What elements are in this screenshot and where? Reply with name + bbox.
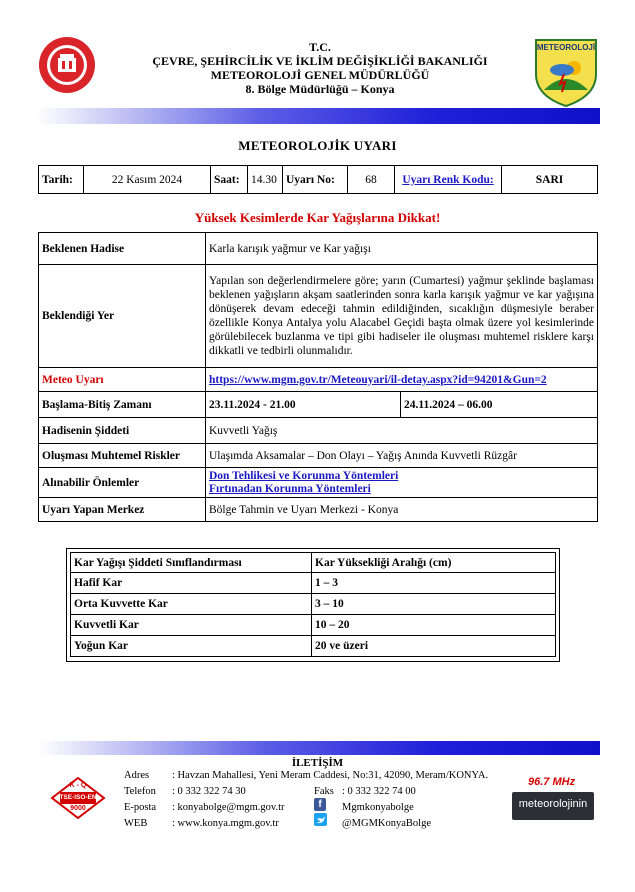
date-value: 22 Kasım 2024: [84, 166, 211, 194]
tse-mid: TSE-ISO-EN: [59, 794, 97, 801]
storm-precautions-link[interactable]: Fırtınadan Korunma Yöntemleri: [209, 482, 371, 495]
radio-logo: [512, 792, 594, 820]
web-value[interactable]: : www.konya.mgm.gov.tr: [172, 818, 279, 829]
address-label: Adres: [124, 770, 150, 781]
facebook-account[interactable]: Mgmkonyabolge: [342, 802, 414, 813]
snow-table-header-range: Kar Yüksekliği Aralığı (cm): [312, 553, 556, 573]
end-time-value: 24.11.2024 – 06.00: [401, 392, 598, 418]
radio-frequency: 96.7 MHz: [528, 776, 576, 788]
header-directorate: METEOROLOJİ GENEL MÜDÜRLÜĞÜ: [210, 68, 430, 82]
snow-class-range: 20 ve üzeri: [312, 636, 556, 657]
severity-label: Hadisenin Şiddeti: [39, 418, 206, 444]
date-label: Tarih:: [39, 166, 84, 194]
precautions-cell: [206, 468, 598, 498]
address-value: : Havzan Mahallesi, Yeni Meram Caddesi, No:31, 42090, Meram/KONYA.: [172, 770, 489, 781]
tse-top: K - Q: [69, 782, 87, 789]
issuing-center-value: Bölge Tahmin ve Uyarı Merkezi - Konya: [206, 498, 598, 522]
footer-bar: [38, 741, 600, 755]
precautions-label: Alınabilir Önlemler: [39, 468, 206, 498]
start-end-label: Başlama-Bitiş Zamanı: [39, 392, 206, 418]
warning-headline: Yüksek Kesimlerde Kar Yağışlarına Dikkat!: [194, 210, 441, 225]
snow-class-range: 10 – 20: [312, 615, 556, 636]
snow-class-name: Kuvvetli Kar: [71, 615, 312, 636]
fax-value: : 0 332 322 74 00: [342, 786, 416, 797]
snow-class-name: Orta Kuvvette Kar: [71, 594, 312, 615]
details-table: [38, 232, 598, 522]
meteo-warning-label: Meteo Uyarı: [39, 368, 206, 392]
info-table: [38, 165, 598, 194]
color-code-value: SARI: [502, 166, 598, 194]
expected-event-value: Karla karışık yağmur ve Kar yağışı: [206, 233, 598, 265]
warning-no-value: 68: [348, 166, 395, 194]
risks-value: Ulaşımda Aksamalar – Don Olayı – Yağış Anında Kuvvetli Rüzgâr: [206, 444, 598, 468]
color-code-cell: [395, 166, 502, 194]
severity-value: Kuvvetli Yağış: [206, 418, 598, 444]
expected-place-value: Yapılan son değerlendirmelere göre; yarın (Cumartesi) yağmur şeklinde başlaması beklenen yağışların akşam saatlerinden sonra karla karışık yağmur ve kar yağışına dönüşerek devam edeceği tahmin edildiğinden, sıcaklığın düşmesiyle beraber özellikle Konya Antalya yolu Alacabel Geçidi başta olmak üzere yol kesimlerinde görülebilecek buzlanma ve tipi gibi hadiseler ile oluşması muhtemel risklere karşı dikkatli ve tedbirli olunmalıdır.: [206, 265, 598, 368]
snow-class-range: 1 – 3: [312, 573, 556, 594]
frost-precautions-link[interactable]: Don Tehlikesi ve Korunma Yöntemleri: [209, 469, 399, 482]
ministry-logo: [38, 36, 96, 94]
header-region: 8. Bölge Müdürlüğü – Konya: [245, 82, 395, 96]
phone-label: Telefon: [124, 786, 156, 797]
header-tc: T.C.: [309, 40, 331, 54]
email-label: E-posta: [124, 802, 157, 813]
meteoroloji-logo: [534, 38, 598, 108]
email-value[interactable]: : konyabolge@mgm.gov.tr: [172, 802, 285, 813]
tse-logo: [50, 776, 106, 820]
meteo-warning-cell: [206, 368, 598, 392]
expected-place-label: Beklendiği Yer: [39, 265, 206, 368]
risks-label: Oluşması Muhtemel Riskler: [39, 444, 206, 468]
twitter-account[interactable]: @MGMKonyaBolge: [342, 818, 431, 829]
snow-class-name: Hafif Kar: [71, 573, 312, 594]
expected-event-label: Beklenen Hadise: [39, 233, 206, 265]
warning-no-label: Uyarı No:: [283, 166, 348, 194]
time-value: 14.30: [248, 166, 283, 194]
web-label: WEB: [124, 818, 148, 829]
header-bar: [36, 108, 600, 124]
fax-label: Faks: [314, 786, 334, 797]
color-code-link[interactable]: Uyarı Renk Kodu:: [402, 173, 494, 186]
meteo-warning-link[interactable]: https://www.mgm.gov.tr/Meteouyari/il-detay.aspx?id=94201&Gun=2: [209, 373, 547, 386]
logo-text: METEOROLOJİ: [536, 43, 596, 52]
tse-bot: 9000: [70, 805, 86, 812]
facebook-icon[interactable]: f: [314, 798, 326, 811]
snow-class-name: Yoğun Kar: [71, 636, 312, 657]
header-ministry: ÇEVRE, ŞEHİRCİLİK VE İKLİM DEĞİŞİKLİĞİ BAKANLIĞI: [152, 54, 488, 68]
radio-name: meteorolojinin: [518, 798, 588, 810]
twitter-icon[interactable]: [314, 813, 327, 826]
time-label: Saat:: [211, 166, 248, 194]
snow-class-range: 3 – 10: [312, 594, 556, 615]
start-time-value: 23.11.2024 - 21.00: [206, 392, 401, 418]
footer-title: İLETİŞİM: [291, 757, 344, 769]
phone-value: : 0 332 322 74 30: [172, 786, 246, 797]
page-title: METEOROLOJİK UYARI: [238, 138, 397, 153]
snow-table: [70, 552, 556, 657]
snow-table-header-class: Kar Yağışı Şiddeti Sınıflandırması: [71, 553, 312, 573]
issuing-center-label: Uyarı Yapan Merkez: [39, 498, 206, 522]
